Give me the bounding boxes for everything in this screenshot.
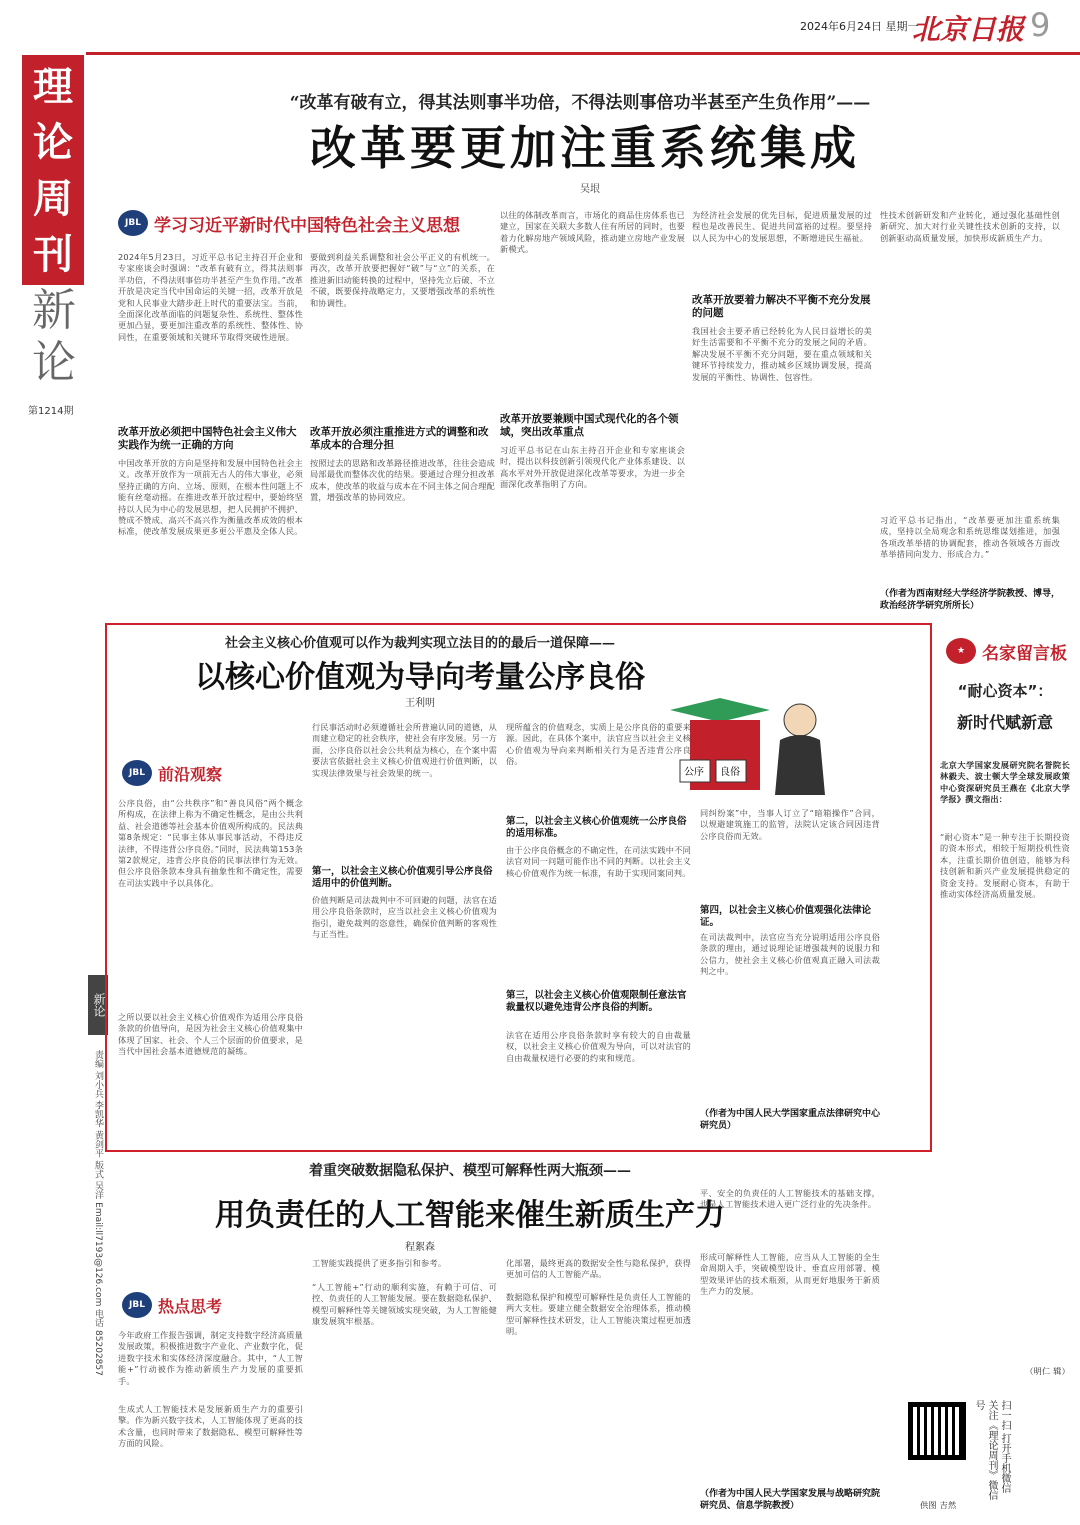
article2-sub4: 第四，以社会主义核心价值观强化法律论证。 <box>700 905 872 928</box>
article3-col4b: 形成可解释性人工智能，应当从人工智能的全生命周期入手，突破模型设计、垂直应用部署、模型效果评估的技术瓶颈，从而更好地服务于新质生产力的发展。 <box>700 1252 880 1297</box>
article2-col3c: 法官在适用公序良俗条款时享有较大的自由裁量权，以社会主义核心价值观为导向，可以对法官的自由裁量权进行必要的约束和规范。 <box>506 1030 691 1063</box>
article2-col2b: 价值判断是司法裁判中不可回避的问题，法官在适用公序良俗条款时，应当以社会主义核心价值观为指引，避免裁判的恣意性，确保价值判断的客观性与正当性。 <box>312 895 497 940</box>
lun-char: 论 <box>32 337 76 388</box>
guest-section-tag <box>946 638 1067 664</box>
article1-col4: 为经济社会发展的优先目标，促进质量发展的过程也是改善民生、促进共同富裕的过程。要坚持以人民为中心的发展思想，不断增进民生福祉。 <box>692 210 872 243</box>
article1-sub4: 改革开放要着力解决不平衡不充分发展的问题 <box>692 294 871 319</box>
article1-sub2: 改革开放必须注重推进方式的调整和改革成本的合理分担 <box>310 426 489 451</box>
article3-byline: （作者为中国人民大学国家发展与战略研究院研究员、信息学院教授） <box>700 1489 881 1511</box>
qr-caption: 扫一扫 打开手机微信 关注《理论周刊》微信号 <box>973 1400 1010 1500</box>
header-rule <box>86 52 1080 55</box>
article1-tag-text: 学习习近平新时代中国特色社会主义思想 <box>154 215 460 236</box>
article1-col4b: 我国社会主要矛盾已经转化为人民日益增长的美好生活需要和不平衡不充分的发展之间的矛盾。解决发展不平衡不充分问题，要在重点领域和关键环节持续发力，推动城乡区域协调发展，提高发展的平衡性、协调性、包容性。 <box>692 326 872 382</box>
article2-tag-text: 前沿观察 <box>158 764 223 784</box>
illus-label-left: 公序 <box>684 767 704 778</box>
judge-robe-icon <box>775 735 825 795</box>
guest-signoff: （明仁 辑） <box>1025 1366 1070 1376</box>
article1-col1: 2024年5月23日，习近平总书记主持召开企业和专家座谈会时强调：“改革有破有立，得其法则事半功倍，不得法则事倍功半甚至产生负作用。”改革开放是决定当代中国命运的关键一招，改革开放是党和人民事业大踏步赶上时代的重要法宝。当前，全面深化改革面临的问题复杂性、系统性、整体性更加凸显，要更加注重改革的系统性、整体性、协同性，在重要领域和关键环节取得突破性进展。 <box>118 252 303 342</box>
section-char: 论 <box>33 119 73 166</box>
judge-head-icon <box>784 704 816 736</box>
article2-title: 以核心价值观为导向考量公序良俗 <box>195 660 645 695</box>
section-char: 刊 <box>33 231 73 278</box>
xinlun-label <box>28 285 80 389</box>
article1-col2: 要做到利益关系调整和社会公平正义的有机统一。再次，改革开放要把握好“破”与“立”的关系，在推进新旧动能转换的过程中，坚持先立后破、不立不破，既要保持战略定力，又要增强改革的系统性和协调性。 <box>310 252 495 308</box>
guest-tag-text: 名家留言板 <box>982 643 1067 664</box>
article1-col2b: 按照过去的思路和改革路径推进改革，往往会造成局部最优而整体次优的结果。要通过合理分担改革成本，使改革的收益与成本在不同主体之间合理配置，增强改革的协同效应。 <box>310 458 495 503</box>
guest-subtitle: 新时代赋新意 <box>956 713 1053 732</box>
wechat-qr-code[interactable] <box>908 1402 966 1460</box>
section-char: 周 <box>33 175 73 222</box>
jbl-logo-icon: JBL <box>118 210 148 236</box>
article3-col3: 化部署，最终更高的数据安全性与隐私保护，获得更加可信的人工智能产品。 <box>506 1258 691 1280</box>
guest-quote-title: “耐心资本”： <box>957 682 1053 700</box>
section-char: 理 <box>33 63 73 110</box>
guest-badge-icon: ★ <box>946 638 976 664</box>
article1-section-tag <box>118 210 460 236</box>
article2-sub1: 第一，以社会主义核心价值观引导公序良俗适用中的价值判断。 <box>312 866 493 889</box>
jbl-logo-icon: JBL <box>122 1292 152 1318</box>
article3-section-tag <box>122 1292 222 1318</box>
xin-char: 新 <box>32 285 76 336</box>
newspaper-logo: 北京日报 <box>912 13 1025 46</box>
article3-col4: 平、安全的负责任的人工智能技术的基础支撑，也是人工智能技术进入更广泛行业的先决条件。 <box>700 1188 880 1210</box>
article1-byline: （作者为西南财经大学经济学院教授、博导，政治经济学研究所所长） <box>880 589 1061 611</box>
article3-col3b: 数据隐私保护和模型可解释性是负责任人工智能的两大支柱。要建立健全数据安全治理体系，推动模型可解释性技术研发，让人工智能决策过程更加透明。 <box>506 1292 691 1337</box>
article2-col4: 同纠纷案”中，当事人订立了“暗箱操作”合同，以规避建筑施工的监管，法院认定该合同因违背公序良俗而无效。 <box>700 808 880 841</box>
article2-col1b: 之所以要以社会主义核心价值观作为适用公序良俗条款的价值导向，是因为社会主义核心价值观集中体现了国家、社会、个人三个层面的价值要求，是当代中国社会基本道德规范的凝练。 <box>118 1012 303 1057</box>
article2-col4b: 在司法裁判中，法官应当充分说明适用公序良俗条款的理由，通过说理论证增强裁判的说服力和公信力，使社会主义核心价值观真正融入司法裁判之中。 <box>700 932 880 977</box>
article1-col3: 以往的体制改革而言，市场化的商品住房体系也已建立，国家在关联大多数人住有所居的同时，也要着力化解房地产领域风险，推动建立房地产业发展新模式。 <box>500 210 685 255</box>
illus-label-right: 良俗 <box>720 767 740 778</box>
article1-col5b: 习近平总书记指出，“改革要更加注重系统集成，坚持以全局观念和系统思维谋划推进，加强各项改革举措的协调配套，推动各领域各方面改革举措同向发力、形成合力。” <box>880 515 1060 560</box>
article3-col1: 今年政府工作报告强调，制定支持数字经济高质量发展政策，积极推进数字产业化、产业数字化，促进数字技术和实体经济深度融合。其中，“人工智能+”行动被作为推动新质生产力发展的重要抓手。 <box>118 1330 303 1386</box>
editor-credit: 责编 刘小兵 李凯华 黄剑平 版式 吴洋 Email:ll7193@126.com 电话 85202857 <box>93 1050 103 1376</box>
article1-col3b: 习近平总书记在山东主持召开企业和专家座谈会时，提出以科技创新引领现代化产业体系建设、以高水平对外开放促进深化改革等要求，为进一步全面深化改革指明了方向。 <box>500 445 685 490</box>
left-rail <box>0 0 86 1525</box>
article3-col1b: 生成式人工智能技术是发展新质生产力的重要引擎。作为新兴数字技术，人工智能体现了更高的技术含量，也同时带来了数据隐私、模型可解释性等方面的风险。 <box>118 1404 303 1449</box>
section-banner <box>22 55 84 285</box>
news-mark: 新论 <box>88 975 108 1035</box>
article1-kicker: “改革有破有立，得其法则事半功倍，不得法则事倍功半甚至产生负作用”—— <box>289 93 871 113</box>
article1-col1b: 中国改革开放的方向是坚持和发展中国特色社会主义。改革开放作为一项前无古人的伟大事业，必须坚持正确的方向、立场、原则，在根本性问题上不能有丝毫动摇。在推进改革开放过程中，要始终坚持以人民为中心的发展思想，把人民拥护不拥护、赞成不赞成、高兴不高兴作为衡量改革成效的根本标准，使改革发展成果更多更公平惠及全体人民。 <box>118 458 303 537</box>
jbl-logo-icon: JBL <box>122 760 152 786</box>
article1-sub1: 改革开放必须把中国特色社会主义伟大实践作为统一正确的方向 <box>118 426 297 451</box>
article1-col5: 性技术创新研发和产业转化，通过强化基础性创新研究、加大对行业关键性技术创新的支持，以创新驱动高质量发展，加快形成新质生产力。 <box>880 210 1060 243</box>
article2-kicker: 社会主义核心价值观可以作为裁判实现立法目的的最后一道保障—— <box>224 636 615 651</box>
article1-author: 吴垠 <box>580 184 600 195</box>
article2-sub3: 第三，以社会主义核心价值观限制任意法官裁量权以避免违背公序良俗的判断。 <box>506 990 687 1013</box>
article2-col1: 公序良俗，由“公共秩序”和“善良风俗”两个概念所构成，在法律上称为不确定性概念，是由公共利益、社会道德等社会基本价值观所构成的。民法典第8条规定：“民事主体从事民事活动，不得违反法律，不得违背公序良俗。”同时，民法典第153条第2款规定，违背公序良俗的民事法律行为无效。但公序良俗条款本身具有抽象性和不确定性，需要在司法实践中予以具体化。 <box>118 798 303 888</box>
page-number: 9 <box>1030 6 1051 44</box>
article3-col2b: “人工智能+”行动的顺利实施，有赖于可信、可控、负责任的人工智能发展。要在数据隐私保护、模型可解释性等关键领域实现突破，为人工智能健康发展筑牢根基。 <box>312 1282 497 1327</box>
article2-col3b: 由于公序良俗概念的不确定性，在司法实践中不同法官对同一问题可能作出不同的判断。以社会主义核心价值观作为统一标准，有助于实现同案同判。 <box>506 845 691 878</box>
article1-sub3: 改革开放要兼顾中国式现代化的各个领域，突出改革重点 <box>500 413 679 438</box>
issue-number: 第1214期 <box>28 406 74 417</box>
article2-col3: 现所蕴含的价值观念，实质上是公序良俗的重要来源。因此，在具体个案中，法官应当以社会主义核心价值观为导向来判断相关行为是否违背公序良俗。 <box>506 722 691 767</box>
article3-title: 用负责任的人工智能来催生新质生产力 <box>215 1198 725 1233</box>
issue-date: 2024年6月24日 星期一 <box>800 20 919 33</box>
article2-sub2: 第二，以社会主义核心价值观统一公序良俗的适用标准。 <box>506 816 687 839</box>
article3-tag-text: 热点思考 <box>158 1296 223 1316</box>
article3-col2: 工智能实践提供了更多指引和参考。 <box>312 1258 447 1268</box>
article1-title: 改革要更加注重系统集成 <box>310 121 860 175</box>
article2-section-tag <box>122 760 222 786</box>
article2-byline: （作者为中国人民大学国家重点法律研究中心研究员） <box>700 1109 881 1131</box>
article3-author: 程絮森 <box>405 1242 435 1253</box>
guest-lead: 北京大学国家发展研究院名誉院长林毅夫、波士顿大学全球发展政策中心资深研究员王燕在《北京大学学报》撰文指出： <box>940 760 1070 805</box>
guest-body: “耐心资本”是一种专注于长期投资的资本形式，相较于短期投机性资本，注重长期价值创造，能够为科技创新和新兴产业发展提供稳定的资金支持。发展耐心资本，有助于推动实体经济高质量发展。 <box>940 832 1070 900</box>
photo-credit: 供图 吉然 <box>920 1500 957 1510</box>
article3-kicker: 着重突破数据隐私保护、模型可解释性两大瓶颈—— <box>309 1163 631 1179</box>
book-cover-icon <box>670 698 770 722</box>
article2-col2: 行民事活动时必须遵循社会所普遍认同的道德，从而建立稳定的社会秩序，使社会有序发展。另一方面，公序良俗以社会公共利益为核心，在个案中需要法官依据社会主义核心价值观进行价值判断，以实现法律效果与社会效果的统一。 <box>312 722 497 778</box>
article2-author: 王利明 <box>405 698 435 709</box>
